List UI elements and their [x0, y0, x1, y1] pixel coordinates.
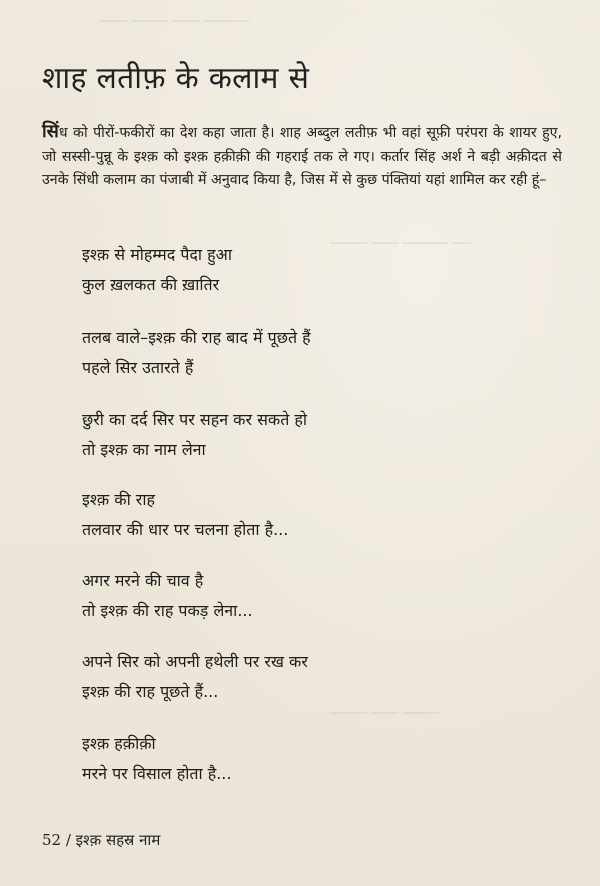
stanza [82, 240, 232, 300]
stanza [82, 323, 311, 383]
verse-line: तो इश्क़ की राह पकड़ लेना... [82, 601, 253, 620]
intro-text: ध को पीरों-फकीरों का देश कहा जाता है। शाह अब्दुल लतीफ़ भी वहां सूफ़ी परंपरा के शायर हुए, जो सस्सी-पुन्नू के इश्क़ को इश्क़ हक़ीक़ी की गहराई तक ले गए। कर्तार सिंह अर्श ने बड़ी अक़ीदत से उनके सिंधी कलाम का पंजाबी में अनुवाद किया है, जिस में से कुछ पंक्तियां यहां शामिल कर रही हूं– [42, 125, 562, 188]
stanza [82, 729, 231, 789]
show-through-texture: ▁▁▁▁ ▁▁▁ ▁▁▁▁ [330, 700, 440, 714]
show-through-texture: ▁▁▁▁ ▁▁▁ ▁▁▁▁▁ ▁▁ [330, 230, 471, 244]
verse-line: इश्क़ की राह [82, 490, 155, 509]
intro-paragraph [42, 120, 562, 193]
verse-line: इश्क़ से मोहम्मद पैदा हुआ [82, 245, 232, 264]
verse-line: तलवार की धार पर चलना होता है... [82, 520, 289, 539]
verse-line: इश्क़ की राह पूछते हैं... [82, 682, 219, 701]
verse-line: मरने पर विसाल होता है... [82, 764, 232, 783]
verse-line: पहले सिर उतारते हैं [82, 358, 194, 377]
show-through-texture: ▁▁▁ ▁▁▁▁ ▁▁▁ ▁▁▁▁▁ [100, 8, 250, 22]
verse-line: तलब वाले–इश्क़ की राह बाद में पूछते हैं [82, 328, 311, 347]
verse-line: अपने सिर को अपनी हथेली पर रख कर [82, 652, 308, 671]
verse-line: तो इश्क़ का नाम लेना [82, 440, 206, 459]
page-title: शाह लतीफ़ के कलाम से [42, 61, 310, 96]
page-footer: 52 / इश्क़ सहस्र नाम [42, 831, 161, 849]
stanza [82, 485, 288, 545]
drop-cap: सिं [42, 121, 59, 142]
verse-line: इश्क़ हक़ीक़ी [82, 734, 156, 753]
stanza [82, 405, 307, 465]
stanza [82, 647, 308, 707]
verse-line: अगर मरने की चाव है [82, 571, 204, 590]
verse-line: छुरी का दर्द सिर पर सहन कर सकते हो [82, 410, 308, 429]
verse-line: कुल ख़लकत की ख़ातिर [82, 275, 220, 294]
stanza [82, 566, 253, 626]
